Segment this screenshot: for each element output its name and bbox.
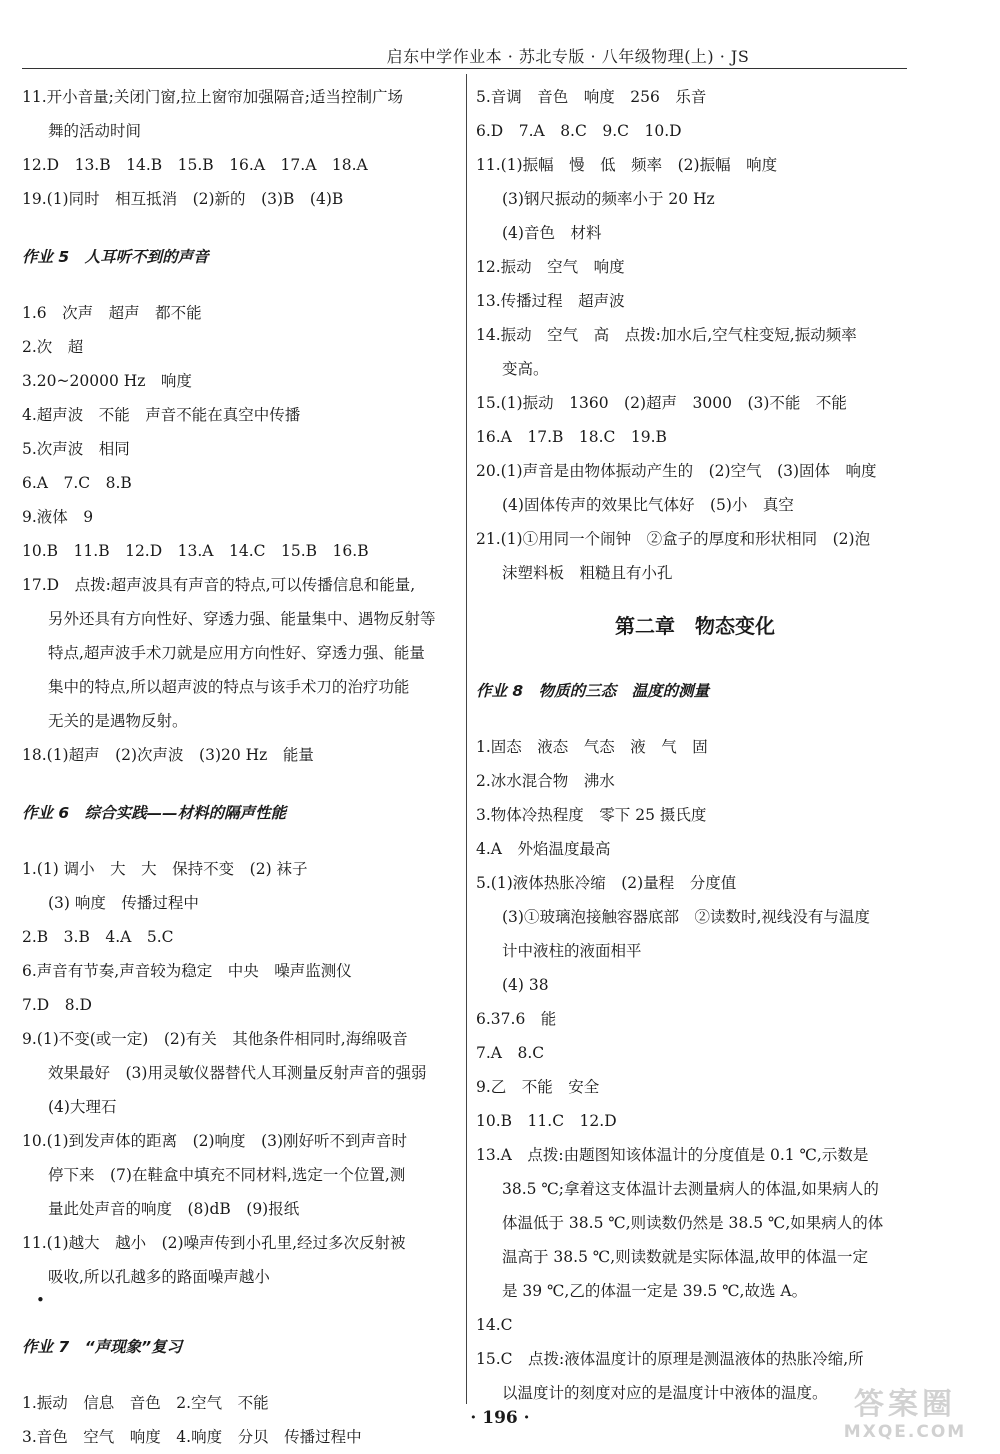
answer-line: 11.(1)越大 越小 (2)噪声传到小孔里,经过多次反射被: [22, 1234, 406, 1252]
answer-line-continued: 停下来 (7)在鞋盒中填充不同材料,选定一个位置,测: [48, 1166, 406, 1184]
answer-line-continued: (4)固体传声的效果比气体好 (5)小 真空: [502, 496, 794, 514]
column-divider: [466, 74, 467, 1404]
answer-line-continued: 另外还具有方向性好、穿透力强、能量集中、遇物反射等: [48, 610, 436, 628]
answer-line: 9.乙 不能 安全: [476, 1078, 600, 1096]
answer-line-continued: (3) 响度 传播过程中: [48, 894, 199, 912]
answer-line: 20.(1)声音是由物体振动产生的 (2)空气 (3)固体 响度: [476, 462, 877, 480]
answer-line: 1.6 次声 超声 都不能: [22, 304, 202, 322]
answer-line: 19.(1)同时 相互抵消 (2)新的 (3)B (4)B: [22, 190, 344, 208]
header-rule: [22, 68, 907, 69]
answer-line: 1.(1) 调小 大 大 保持不变 (2) 袜子: [22, 860, 308, 878]
answer-line: 6.D 7.A 8.C 9.C 10.D: [476, 122, 682, 140]
answer-line: 5.(1)液体热胀冷缩 (2)量程 分度值: [476, 874, 737, 892]
answer-line: 5.音调 音色 响度 256 乐音: [476, 88, 707, 106]
answer-line-continued: (4)音色 材料: [502, 224, 602, 242]
answer-line: 15.(1)振动 1360 (2)超声 3000 (3)不能 不能: [476, 394, 847, 412]
answer-line: 14.C: [476, 1316, 513, 1334]
answer-line: 7.D 8.D: [22, 996, 92, 1014]
answer-line: 14.振动 空气 高 点拨:加水后,空气柱变短,振动频率: [476, 326, 857, 344]
answer-line: 9.液体 9: [22, 508, 94, 526]
answer-line: 6.A 7.C 8.B: [22, 474, 132, 492]
answer-line-continued: 变高。: [502, 360, 549, 378]
answer-line: 4.超声波 不能 声音不能在真空中传播: [22, 406, 301, 424]
answer-line-continued: (4) 38: [502, 976, 549, 994]
answer-line-continued: (3)①玻璃泡接触容器底部 ②读数时,视线没有与温度: [502, 908, 870, 926]
answer-line: 16.A 17.B 18.C 19.B: [476, 428, 667, 446]
answer-line-continued: 计中液柱的液面相平: [502, 942, 642, 960]
answer-line: 3.物体冷热程度 零下 25 摄氏度: [476, 806, 707, 824]
answer-line-continued: 舞的活动时间: [48, 122, 142, 140]
running-header: 启东中学作业本 · 苏北专版 · 八年级物理(上) · JS: [386, 47, 750, 66]
answer-line-continued: 特点,超声波手术刀就是应用方向性好、穿透力强、能量: [48, 644, 425, 662]
answer-line: 1.振动 信息 音色 2.空气 不能: [22, 1394, 269, 1412]
answer-line-continued: 以温度计的刻度对应的是温度计中液体的温度。: [502, 1384, 828, 1402]
answer-line-continued: (4)大理石: [48, 1098, 117, 1116]
answer-line: 11.(1)振幅 慢 低 频率 (2)振幅 响度: [476, 156, 778, 174]
answer-line: 10.(1)到发声体的距离 (2)响度 (3)刚好听不到声音时: [22, 1132, 408, 1150]
answer-line: 17.D 点拨:超声波具有声音的特点,可以传播信息和能量,: [22, 576, 416, 594]
answer-line: 13.A 点拨:由题图知该体温计的分度值是 0.1 ℃,示数是: [476, 1146, 869, 1164]
answer-line-continued: 吸收,所以孔越多的路面噪声越小: [48, 1268, 270, 1286]
answer-line: 7.A 8.C: [476, 1044, 545, 1062]
section-heading: 作业 7 “声现象”复习: [22, 1338, 183, 1356]
answer-line: 6.声音有节奏,声音较为稳定 中央 噪声监测仪: [22, 962, 352, 980]
watermark-logo: [820, 1388, 990, 1444]
answer-line-continued: 体温低于 38.5 ℃,则读数仍然是 38.5 ℃,如果病人的体: [502, 1214, 884, 1232]
answer-line: 1.固态 液态 气态 液 气 固: [476, 738, 708, 756]
section-heading: 作业 6 综合实践——材料的隔声性能: [22, 804, 287, 822]
answer-line: 12.振动 空气 响度: [476, 258, 625, 276]
answer-line: 12.D 13.B 14.B 15.B 16.A 17.A 18.A: [22, 156, 368, 174]
stray-mark: •: [36, 1291, 45, 1309]
answer-line-continued: 38.5 ℃;拿着这支体温计去测量病人的体温,如果病人的: [502, 1180, 879, 1198]
answer-line-continued: 集中的特点,所以超声波的特点与该手术刀的治疗功能: [48, 678, 410, 696]
left-column: [22, 80, 460, 1454]
answer-line-continued: 沫塑料板 粗糙且有小孔: [502, 564, 673, 582]
answer-line: 2.次 超: [22, 338, 84, 356]
answer-line: 6.37.6 能: [476, 1010, 557, 1028]
answer-line-continued: 量此处声音的响度 (8)dB (9)报纸: [48, 1200, 300, 1218]
answer-line: 2.冰水混合物 沸水: [476, 772, 615, 790]
answer-line: 9.(1)不变(或一定) (2)有关 其他条件相同时,海绵吸音: [22, 1030, 408, 1048]
answer-line: 4.A 外焰温度最高: [476, 840, 611, 858]
answer-line: 3.音色 空气 响度 4.响度 分贝 传播过程中: [22, 1428, 362, 1446]
answer-line: 18.(1)超声 (2)次声波 (3)20 Hz 能量: [22, 746, 314, 764]
answer-line-continued: 是 39 ℃,乙的体温一定是 39.5 ℃,故选 A。: [502, 1282, 808, 1300]
right-column: [476, 80, 914, 1410]
answer-line: 11.开小音量;关闭门窗,拉上窗帘加强隔音;适当控制广场: [22, 88, 404, 106]
answer-line-continued: (3)钢尺振动的频率小于 20 Hz: [502, 190, 715, 208]
chapter-heading: 第二章 物态变化: [615, 614, 775, 638]
answer-line-continued: 温高于 38.5 ℃,则读数就是实际体温,故甲的体温一定: [502, 1248, 869, 1266]
section-heading: 作业 5 人耳听不到的声音: [22, 248, 209, 266]
answer-line: 3.20~20000 Hz 响度: [22, 372, 192, 390]
answer-line: 15.C 点拨:液体温度计的原理是测温液体的热胀冷缩,所: [476, 1350, 864, 1368]
page-number: · 196 ·: [470, 1408, 530, 1428]
answer-line: 10.B 11.B 12.D 13.A 14.C 15.B 16.B: [22, 542, 369, 560]
answer-line: 5.次声波 相同: [22, 440, 130, 458]
answer-line-continued: 无关的是遇物反射。: [48, 712, 188, 730]
section-heading: 作业 8 物质的三态 温度的测量: [476, 682, 710, 700]
watermark-url: MXQE.COM: [843, 1422, 967, 1442]
answer-line: 21.(1)①用同一个闹钟 ②盒子的厚度和形状相同 (2)泡: [476, 530, 871, 548]
answer-line: 13.传播过程 超声波: [476, 292, 625, 310]
answer-line-continued: 效果最好 (3)用灵敏仪器替代人耳测量反射声音的强弱: [48, 1064, 427, 1082]
answer-line: 2.B 3.B 4.A 5.C: [22, 928, 174, 946]
answer-line: 10.B 11.C 12.D: [476, 1112, 617, 1130]
watermark-text: 答案圈: [854, 1387, 956, 1422]
